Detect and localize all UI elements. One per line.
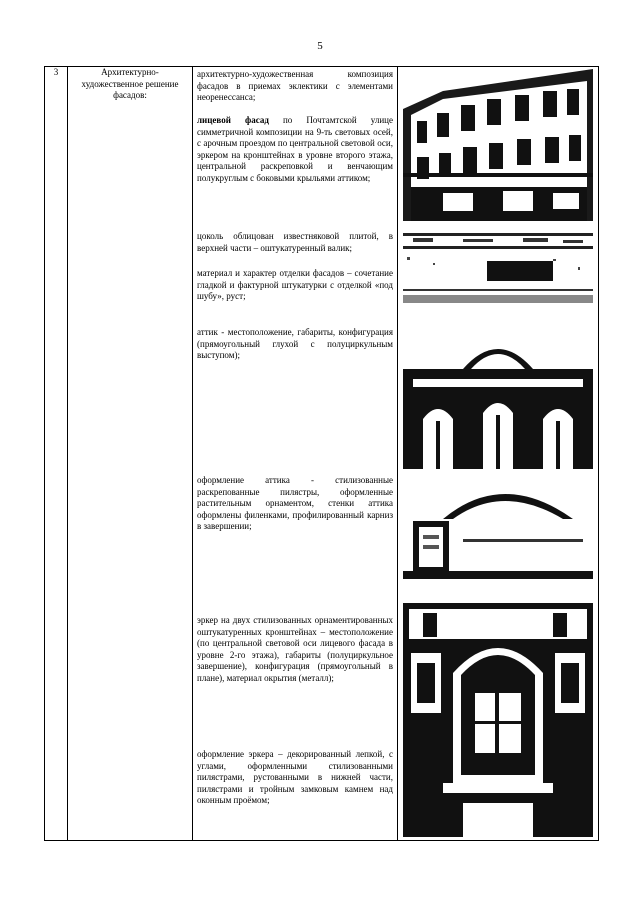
- paragraph-attic-decoration: оформление аттика - стилизованные раскрепованные пилястры, оформленные растительным орнаментом, стенки аттика оформлены филенками, профилированный карниз в завершении;: [197, 475, 393, 532]
- paragraph-bay-window: эркер на двух стилизованных орнаментированных оштукатуренных кронштейнах – местоположение (по центральной световой оси лицевого фасада в уровне 2-го этажа), габариты (полуциркульное завершение), конфигурация (прямоугольный в плане), материал окрытия (металл);: [197, 615, 393, 683]
- row-name: [68, 67, 193, 841]
- paragraph-finishing: материал и характер отделки фасадов – сочетание гладкой и фактурной штукатурки с отделкой «под шубу», руст;: [197, 268, 393, 302]
- page-number: 5: [317, 40, 323, 52]
- paragraph-main-facade: [193, 115, 397, 185]
- features-table: [44, 66, 599, 841]
- facade-photo: [403, 69, 593, 221]
- bold-prefix: лицевой фасад: [197, 115, 269, 125]
- paragraph-main-facade-text: по Почтамтской улице симметричной композиции на 9-ть световых осей, с арочным проездом по центральной световой оси, эркером на кронштейнах в уровне второго этажа, центральной раскреповкой и венчающим полукруглым с боковыми крыльями аттиком;: [197, 115, 393, 183]
- wall-texture-photo: [403, 253, 593, 303]
- attic-photo: [403, 329, 593, 469]
- row-number: 3: [45, 67, 68, 841]
- bay-window-photo: [403, 603, 593, 837]
- description-cell: [193, 67, 398, 841]
- paragraph-bay-window-decoration: оформление эркера – декорированный лепкой, с углами, оформленными стилизованными пилястрами, рустованными в нижней части, пилястрами и тройным замковым камнем над оконным проёмом;: [197, 749, 393, 806]
- row-name-text: Архитектурно-художественное решение фасадов:: [81, 67, 179, 101]
- paragraph-composition: архитектурно-художественная композиция фасадов в приемах эклектики с элементами неоренессанса;: [197, 69, 393, 103]
- plinth-photo: [403, 233, 593, 249]
- paragraph-plinth: цоколь облицован известняковой плитой, в верхней части – оштукатуренный валик;: [197, 231, 393, 253]
- photo-cell: [398, 67, 599, 841]
- attic-decoration-photo: [403, 479, 593, 579]
- table-row: [45, 67, 599, 841]
- paragraph-attic: аттик - местоположение, габариты, конфигурация (прямоугольный глухой с полуциркульным выступом);: [197, 327, 393, 361]
